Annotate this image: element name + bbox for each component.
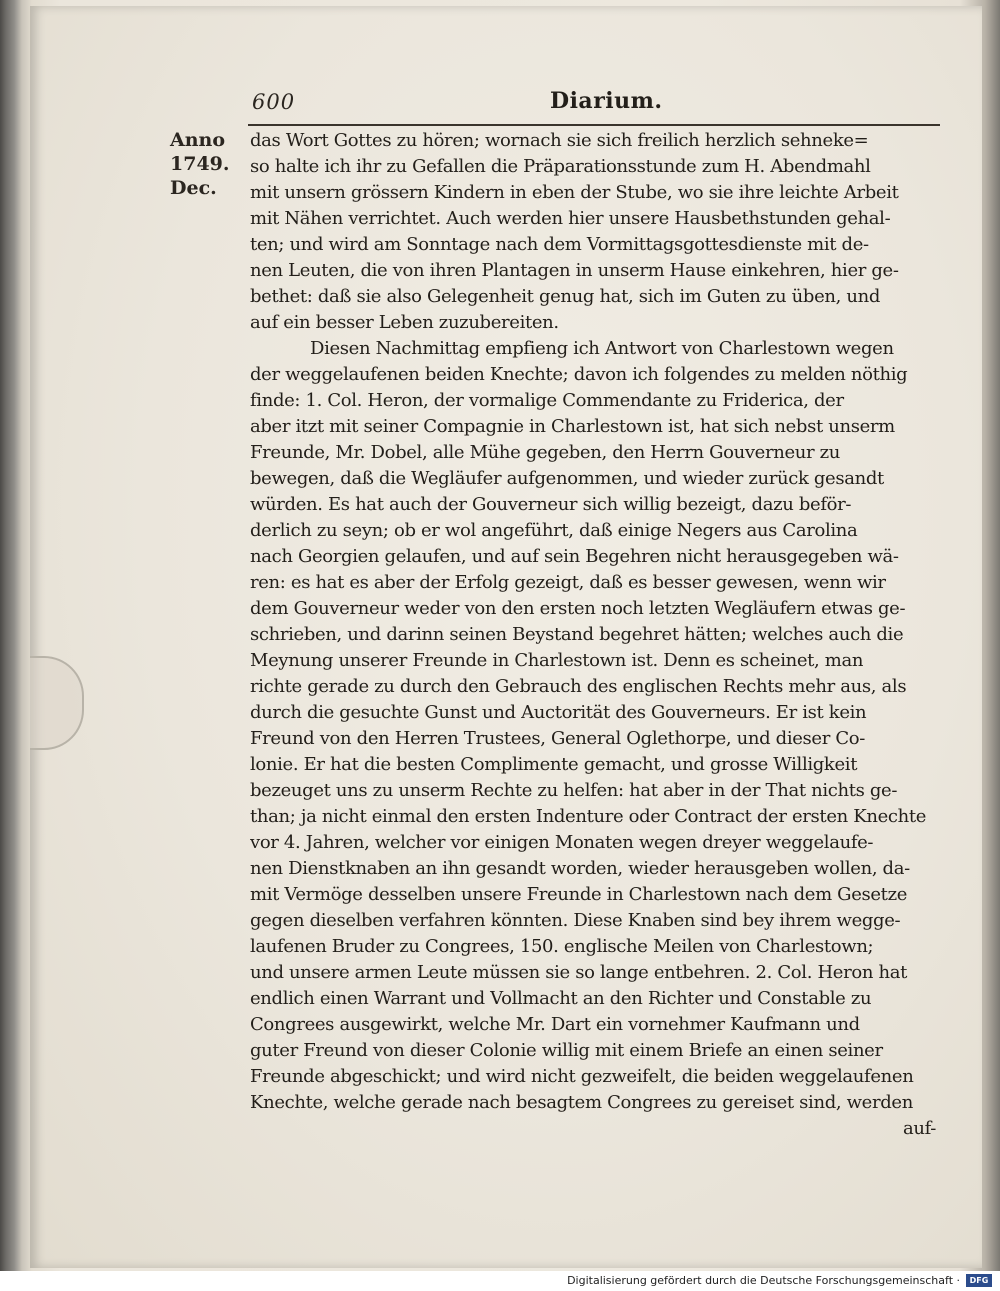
text-line: mit Nähen verrichtet. Auch werden hier unsere Hausbethstunden gehal-: [250, 208, 891, 229]
margin-date-note: [170, 128, 240, 200]
text-line: derlich zu seyn; ob er wol angeführt, daß einige Negers aus Carolina: [250, 520, 858, 541]
page-number: 600: [252, 90, 296, 114]
text-line: ren: es hat es aber der Erfolg gezeigt, daß es besser gewesen, wenn wir: [250, 572, 886, 593]
text-line: und unsere armen Leute müssen sie so lange entbehren. 2. Col. Heron hat: [250, 962, 907, 983]
text-line: dem Gouverneur weder von den ersten noch letzten Wegläufern etwas ge-: [250, 598, 906, 619]
body-text: [250, 128, 942, 1142]
text-line: gegen dieselben verfahren könnten. Diese Knaben sind bey ihrem wegge-: [250, 910, 901, 931]
text-line: das Wort Gottes zu hören; wornach sie sich freilich herzlich sehneke=: [250, 130, 869, 151]
text-line: Freund von den Herren Trustees, General Oglethorpe, und dieser Co-: [250, 728, 866, 749]
text-line: Knechte, welche gerade nach besagtem Congrees zu gereiset sind, werden: [250, 1092, 913, 1113]
text-line: than; ja nicht einmal den ersten Indenture oder Contract der ersten Knechte: [250, 806, 927, 827]
text-line: nen Leuten, die von ihren Plantagen in unserm Hause einkehren, hier ge-: [250, 260, 899, 281]
text-line: Meynung unserer Freunde in Charlestown ist. Denn es scheinet, man: [250, 650, 864, 671]
text-line: Freunde abgeschickt; und wird nicht gezweifelt, die beiden weggelaufenen: [250, 1066, 914, 1087]
dfg-logo: DFG: [966, 1274, 992, 1287]
text-line: der weggelaufenen beiden Knechte; davon ich folgendes zu melden nöthig: [250, 364, 908, 385]
footer-bar: [0, 1271, 1000, 1291]
text-line: nach Georgien gelaufen, und auf sein Begehren nicht herausgegeben wä-: [250, 546, 899, 567]
text-line: Freunde, Mr. Dobel, alle Mühe gegeben, den Herrn Gouverneur zu: [250, 442, 841, 463]
margin-note-line: Anno: [170, 129, 226, 151]
text-line: lonie. Er hat die besten Complimente gemacht, und grosse Willigkeit: [250, 754, 858, 775]
text-line: ten; und wird am Sonntage nach dem Vormittagsgottesdienste mit de-: [250, 234, 869, 255]
text-line: bewegen, daß die Wegläufer aufgenommen, und wieder zurück gesandt: [250, 468, 884, 489]
text-line: nen Dienstknaben an ihn gesandt worden, wieder herausgeben wollen, da-: [250, 858, 910, 879]
text-line: Congrees ausgewirkt, welche Mr. Dart ein vornehmer Kaufmann und: [250, 1014, 860, 1035]
page-tab-mark: [30, 656, 84, 750]
text-line: bethet: daß sie also Gelegenheit genug hat, sich im Guten zu üben, und: [250, 286, 881, 307]
text-line: aber itzt mit seiner Compagnie in Charlestown ist, hat sich nebst unserm: [250, 416, 895, 437]
text-line: richte gerade zu durch den Gebrauch des englischen Rechts mehr aus, als: [250, 676, 907, 697]
text-line: auf ein besser Leben zuzubereiten.: [250, 312, 559, 333]
margin-note-line: Dec.: [170, 177, 217, 199]
text-line: mit unsern grössern Kindern in eben der Stube, wo sie ihre leichte Arbeit: [250, 182, 899, 203]
paragraph-start-line: Diesen Nachmittag empfieng ich Antwort von Charlestown wegen: [310, 338, 894, 359]
catchword: auf-: [902, 1118, 936, 1139]
text-line: vor 4. Jahren, welcher vor einigen Monaten wegen dreyer weggelaufe-: [250, 832, 874, 853]
text-line: bezeuget uns zu unserm Rechte zu helfen: hat aber in der That nichts ge-: [250, 780, 898, 801]
text-line: durch die gesuchte Gunst und Auctorität des Gouverneurs. Er ist kein: [250, 702, 867, 723]
text-line: endlich einen Warrant und Vollmacht an den Richter und Constable zu: [250, 988, 872, 1009]
text-line: mit Vermöge desselben unsere Freunde in Charlestown nach dem Gesetze: [250, 884, 908, 905]
text-line: schrieben, und darinn seinen Beystand begehret hätten; welches auch die: [250, 624, 904, 645]
margin-note-line: 1749.: [170, 153, 230, 175]
text-line: finde: 1. Col. Heron, der vormalige Commendante zu Friderica, der: [250, 390, 844, 411]
text-line: würden. Es hat auch der Gouverneur sich willig bezeigt, dazu beför-: [250, 494, 852, 515]
header-rule: [248, 124, 940, 126]
running-title: Diarium.: [550, 88, 663, 114]
text-line: laufenen Bruder zu Congrees, 150. englische Meilen von Charlestown;: [250, 936, 874, 957]
funding-credit: Digitalisierung gefördert durch die Deutsche Forschungsgemeinschaft ·: [567, 1274, 960, 1287]
page-header: [248, 82, 940, 122]
text-line: guter Freund von dieser Colonie willig mit einem Briefe an einen seiner: [250, 1040, 883, 1061]
text-line: so halte ich ihr zu Gefallen die Präparationsstunde zum H. Abendmahl: [250, 156, 871, 177]
